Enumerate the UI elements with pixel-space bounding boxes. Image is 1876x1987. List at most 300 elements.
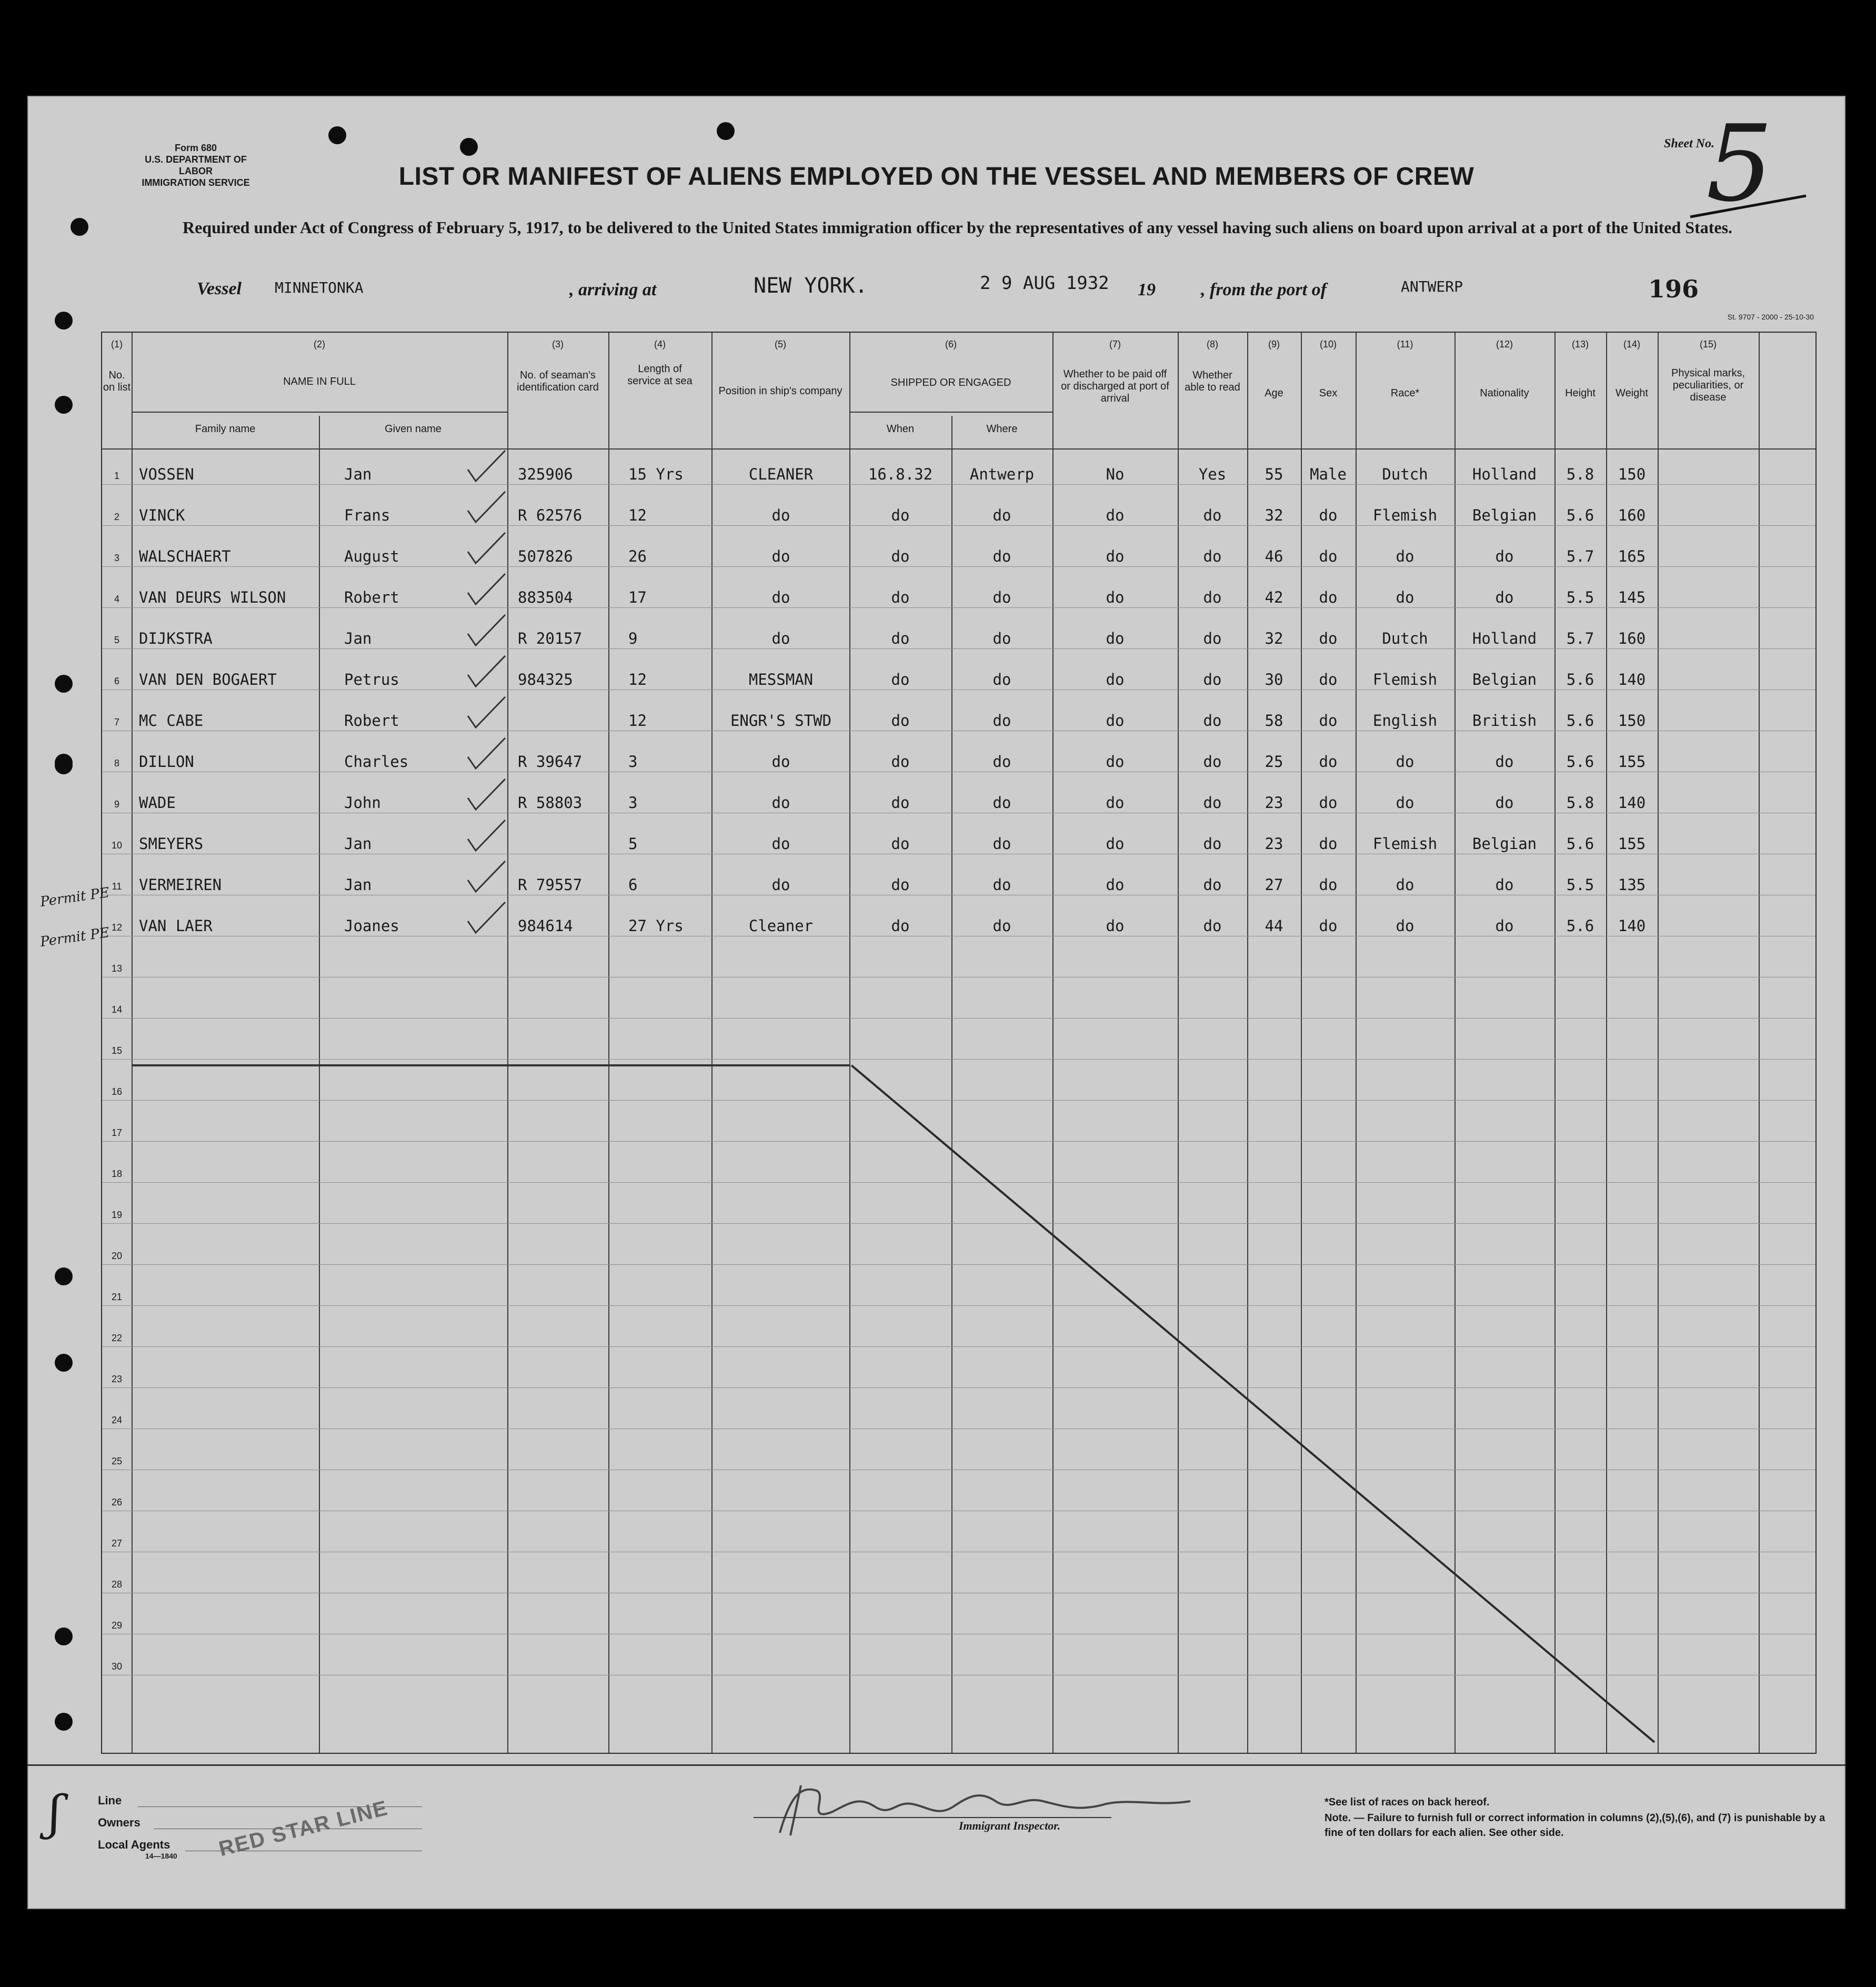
check-mark-icon <box>465 654 507 691</box>
cell-read: Yes <box>1198 465 1227 483</box>
form-number: Form 680 <box>174 143 217 153</box>
cell-weight: 150 <box>1618 712 1646 730</box>
cell-weight: 155 <box>1618 835 1646 853</box>
check-mark-icon <box>465 777 507 814</box>
cell-height: 5.8 <box>1566 794 1594 812</box>
cell-race: Flemish <box>1372 506 1438 524</box>
punch-hole <box>55 312 73 329</box>
row-number: 1 <box>114 471 119 481</box>
check-mark-icon <box>465 818 507 855</box>
cell-paid: do <box>1106 671 1125 688</box>
cell-given: August <box>344 547 399 565</box>
page-title: LIST OR MANIFEST OF ALIENS EMPLOYED ON THE VESSEL AND MEMBERS OF CREW <box>398 163 1474 191</box>
col-num-12: (12) <box>1496 339 1513 350</box>
row-rule <box>102 1059 1815 1060</box>
row-number: 28 <box>111 1579 123 1590</box>
cell-nationality: do <box>1495 753 1514 771</box>
col-num-14: (14) <box>1623 339 1640 350</box>
row-number: 9 <box>114 799 119 810</box>
cell-sex: do <box>1319 712 1338 730</box>
cell-when: do <box>891 671 910 688</box>
row-number: 21 <box>111 1292 123 1302</box>
cell-where: do <box>992 794 1011 812</box>
col-num-4: (4) <box>654 339 666 350</box>
cell-service: 3 <box>628 794 638 812</box>
cell-paid: do <box>1106 835 1125 853</box>
cell-card: R 39647 <box>518 753 583 771</box>
cell-service: 12 <box>628 712 647 730</box>
cell-age: 55 <box>1265 465 1283 483</box>
cell-nationality: Belgian <box>1472 835 1537 853</box>
margin-note: Permit PE <box>39 884 111 911</box>
cell-race: Flemish <box>1372 835 1438 853</box>
row-rule <box>102 607 1815 608</box>
row-rule <box>102 566 1815 567</box>
col-num-13: (13) <box>1571 339 1589 350</box>
cell-when: do <box>891 630 910 647</box>
cell-service: 17 <box>628 588 647 606</box>
col-num-10: (10) <box>1319 339 1337 350</box>
cell-where: do <box>992 547 1011 565</box>
cell-family: MC CABE <box>139 712 204 730</box>
cell-weight: 145 <box>1618 588 1646 606</box>
cell-sex: do <box>1319 917 1338 935</box>
header-name-in-full: NAME IN FULL <box>283 376 356 387</box>
cell-height: 5.7 <box>1566 630 1594 647</box>
owners-label: Owners <box>98 1816 141 1829</box>
header-height: Height <box>1565 387 1596 399</box>
cell-when: do <box>891 506 910 524</box>
cell-position: Cleaner <box>748 917 814 935</box>
cell-given: Charles <box>344 753 409 771</box>
form-code: St. 9707 - 2000 - 25-10-30 <box>1727 313 1814 321</box>
cell-height: 5.6 <box>1566 917 1594 935</box>
cell-weight: 140 <box>1618 794 1646 812</box>
crew-table <box>101 332 1817 1754</box>
cell-age: 25 <box>1265 753 1283 771</box>
cell-paid: do <box>1106 794 1125 812</box>
cell-weight: 165 <box>1618 547 1646 565</box>
header-when: When <box>886 423 915 435</box>
cell-when: do <box>891 547 910 565</box>
header-where: Where <box>986 423 1018 435</box>
cell-race: Dutch <box>1382 465 1428 483</box>
cell-nationality: Belgian <box>1472 506 1537 524</box>
red-star-line-stamp: RED STAR LINE <box>216 1796 391 1861</box>
header-paid-off: Whether to be paid off or discharged at port of arrival <box>1061 368 1169 404</box>
cell-race: do <box>1396 588 1414 606</box>
cell-position: do <box>771 876 790 894</box>
header-length-service: Length of service at sea <box>627 363 693 387</box>
cell-family: VAN DEURS WILSON <box>139 588 286 606</box>
punch-hole <box>55 1627 73 1645</box>
row-number: 19 <box>111 1210 123 1220</box>
header-able-read: Whether able to read <box>1185 370 1240 393</box>
header-given-name: Given name <box>385 423 442 435</box>
cell-paid: do <box>1106 630 1125 647</box>
cell-position: do <box>771 630 790 647</box>
cell-sex: do <box>1319 876 1338 894</box>
punch-hole <box>55 675 73 693</box>
cell-race: English <box>1372 712 1438 730</box>
punch-hole <box>71 218 88 236</box>
cell-where: do <box>992 876 1011 894</box>
cell-nationality: do <box>1495 547 1514 565</box>
cell-age: 23 <box>1265 835 1283 853</box>
cell-height: 5.6 <box>1566 712 1594 730</box>
cell-family: VAN LAER <box>139 917 213 935</box>
cell-card: 507826 <box>518 547 573 565</box>
row-number: 6 <box>114 676 119 686</box>
row-number: 22 <box>111 1333 123 1343</box>
header-sex: Sex <box>1319 387 1338 399</box>
col-num-5: (5) <box>775 339 786 350</box>
footer <box>27 1764 1845 1901</box>
row-number: 7 <box>114 717 119 727</box>
cell-height: 5.5 <box>1566 588 1594 606</box>
header-family-name: Family name <box>195 423 256 435</box>
cell-where: do <box>992 712 1011 730</box>
cell-read: do <box>1203 630 1222 647</box>
local-agents-label: Local Agents <box>98 1838 170 1851</box>
cell-position: do <box>771 753 790 771</box>
cell-when: do <box>891 753 910 771</box>
service-name: IMMIGRATION SERVICE <box>142 177 250 188</box>
row-rule <box>102 1018 1815 1019</box>
header-age: Age <box>1265 387 1283 399</box>
cell-age: 58 <box>1265 712 1283 730</box>
manifest-sheet <box>27 96 1845 1909</box>
header-no-on-list: No. on list <box>103 370 131 393</box>
cell-sex: do <box>1319 753 1338 771</box>
margin-note: Permit PE <box>39 924 111 951</box>
cell-when: do <box>891 712 910 730</box>
cell-read: do <box>1203 588 1222 606</box>
cell-paid: do <box>1106 753 1125 771</box>
cell-race: do <box>1396 917 1414 935</box>
cell-given: Frans <box>344 506 390 524</box>
cell-when: do <box>891 876 910 894</box>
header-weight: Weight <box>1616 387 1648 399</box>
cell-card: 325906 <box>518 465 573 483</box>
cell-weight: 160 <box>1618 506 1646 524</box>
cell-given: Petrus <box>344 671 399 688</box>
inspector-label: Immigrant Inspector. <box>959 1819 1061 1832</box>
header-shipped: SHIPPED OR ENGAGED <box>890 377 1011 388</box>
arriving-label: , arriving at <box>569 280 657 299</box>
cell-age: 46 <box>1265 547 1283 565</box>
header-race: Race* <box>1390 387 1420 399</box>
row-number: 24 <box>111 1415 123 1425</box>
row-number: 29 <box>111 1620 123 1631</box>
cell-position: ENGR'S STWD <box>730 712 832 730</box>
punch-hole <box>55 756 73 774</box>
cell-height: 5.6 <box>1566 671 1594 688</box>
row-number: 2 <box>114 512 119 522</box>
cell-age: 30 <box>1265 671 1283 688</box>
punch-hole <box>55 1713 73 1731</box>
page-number: 196 <box>1648 275 1699 303</box>
punch-hole <box>460 138 478 156</box>
cell-where: do <box>992 506 1011 524</box>
col-num-7: (7) <box>1109 339 1121 350</box>
cell-read: do <box>1203 547 1222 565</box>
cell-paid: do <box>1106 588 1125 606</box>
col-num-8: (8) <box>1207 339 1218 350</box>
cell-sex: do <box>1319 671 1338 688</box>
line-label: Line <box>98 1794 122 1807</box>
row-rule <box>102 484 1815 485</box>
cell-age: 32 <box>1265 506 1283 524</box>
cell-where: do <box>992 917 1011 935</box>
cell-family: VERMEIREN <box>139 876 222 894</box>
check-mark-icon <box>465 695 507 732</box>
cell-service: 12 <box>628 506 647 524</box>
row-number: 11 <box>112 881 122 892</box>
row-rule <box>102 648 1815 649</box>
cell-given: Jan <box>344 465 372 483</box>
cell-age: 42 <box>1265 588 1283 606</box>
page-subtitle: Required under Act of Congress of February 5, 1917, to be delivered to the United States immigration officer by the representatives of any vessel having such aliens on board upon arrival at a port of the United States. <box>182 218 1733 237</box>
cell-sex: do <box>1319 588 1338 606</box>
cell-where: do <box>992 588 1011 606</box>
row-number: 18 <box>111 1169 123 1179</box>
cell-card: 984325 <box>518 671 573 688</box>
cell-weight: 140 <box>1618 917 1646 935</box>
row-number: 3 <box>114 553 119 563</box>
row-number: 27 <box>111 1538 123 1549</box>
cell-race: do <box>1396 753 1414 771</box>
row-number: 25 <box>111 1456 123 1466</box>
col-num-3: (3) <box>552 339 564 350</box>
cell-paid: do <box>1106 547 1125 565</box>
cell-nationality: Holland <box>1472 465 1537 483</box>
row-number: 14 <box>111 1004 123 1015</box>
col-num-6: (6) <box>945 339 957 350</box>
cell-position: do <box>771 588 790 606</box>
cell-when: do <box>891 588 910 606</box>
cell-where: do <box>992 671 1011 688</box>
punch-hole <box>55 1354 73 1372</box>
cell-race: Dutch <box>1382 630 1428 647</box>
cell-nationality: Holland <box>1472 630 1537 647</box>
cell-weight: 135 <box>1618 876 1646 894</box>
row-number: 5 <box>114 635 119 645</box>
cell-where: Antwerp <box>969 465 1035 483</box>
cell-given: Jan <box>344 876 372 894</box>
cell-given: Jan <box>344 835 372 853</box>
cell-nationality: Belgian <box>1472 671 1537 688</box>
cell-card: 883504 <box>518 588 573 606</box>
cell-read: do <box>1203 753 1222 771</box>
cell-position: do <box>771 506 790 524</box>
cell-when: 16.8.32 <box>868 465 933 483</box>
vessel-label: Vessel <box>197 279 242 298</box>
cell-read: do <box>1203 835 1222 853</box>
cell-position: do <box>771 835 790 853</box>
cell-service: 5 <box>628 835 638 853</box>
row-number: 23 <box>111 1374 123 1384</box>
vessel-line <box>27 275 1845 306</box>
cell-card: R 58803 <box>518 794 583 812</box>
row-number: 8 <box>114 758 119 768</box>
cell-paid: do <box>1106 876 1125 894</box>
cell-age: 23 <box>1265 794 1283 812</box>
inspector-signature <box>769 1775 1201 1843</box>
cell-race: do <box>1396 547 1414 565</box>
cell-when: do <box>891 835 910 853</box>
cell-card: R 79557 <box>518 876 583 894</box>
cell-family: DIJKSTRA <box>139 630 213 647</box>
cell-family: SMEYERS <box>139 835 204 853</box>
col-num-1: (1) <box>111 339 123 350</box>
row-number: 10 <box>111 840 123 851</box>
cell-position: MESSMAN <box>748 671 814 688</box>
sheet-number: 5 <box>1706 103 1773 225</box>
punch-hole <box>55 1267 73 1285</box>
cell-weight: 155 <box>1618 753 1646 771</box>
cell-when: do <box>891 794 910 812</box>
cell-age: 44 <box>1265 917 1283 935</box>
cell-nationality: do <box>1495 876 1514 894</box>
cell-read: do <box>1203 712 1222 730</box>
cell-given: Jan <box>344 630 372 647</box>
cell-family: WALSCHAERT <box>139 547 231 565</box>
row-number: 15 <box>111 1045 123 1056</box>
cell-nationality: British <box>1472 712 1537 730</box>
cell-height: 5.6 <box>1566 506 1594 524</box>
cell-nationality: do <box>1495 794 1514 812</box>
cell-family: VAN DEN BOGAERT <box>139 671 277 688</box>
cell-read: do <box>1203 917 1222 935</box>
check-mark-icon <box>465 900 507 937</box>
check-mark-icon <box>465 531 507 567</box>
cell-service: 26 <box>628 547 647 565</box>
check-mark-icon <box>465 613 507 650</box>
col-num-2: (2) <box>314 339 325 350</box>
check-mark-icon <box>465 736 507 773</box>
header-seaman-id: No. of seaman's identification card <box>517 370 599 393</box>
cell-height: 5.6 <box>1566 835 1594 853</box>
row-number: 26 <box>111 1497 123 1507</box>
row-number: 16 <box>111 1086 123 1097</box>
row-number: 20 <box>111 1251 123 1261</box>
cell-service: 6 <box>628 876 638 894</box>
cell-height: 5.8 <box>1566 465 1594 483</box>
row-number: 17 <box>111 1127 123 1138</box>
cell-weight: 140 <box>1618 671 1646 688</box>
cell-service: 3 <box>628 753 638 771</box>
cell-service: 27 Yrs <box>628 917 684 935</box>
department-name: U.S. DEPARTMENT OF LABOR <box>145 154 247 176</box>
cell-service: 12 <box>628 671 647 688</box>
cell-read: do <box>1203 671 1222 688</box>
cancellation-line <box>849 1063 1660 1748</box>
cell-family: WADE <box>139 794 176 812</box>
cell-weight: 160 <box>1618 630 1646 647</box>
cell-position: CLEANER <box>748 465 814 483</box>
col-num-15: (15) <box>1699 339 1717 350</box>
cell-sex: do <box>1319 630 1338 647</box>
col-num-9: (9) <box>1268 339 1280 350</box>
check-mark-icon <box>465 572 507 608</box>
cell-race: do <box>1396 794 1414 812</box>
cell-paid: do <box>1106 917 1125 935</box>
cell-service: 9 <box>628 630 638 647</box>
cell-sex: do <box>1319 794 1338 812</box>
cell-read: do <box>1203 876 1222 894</box>
check-mark-icon <box>465 859 507 896</box>
cell-given: John <box>344 794 381 812</box>
row-number: 12 <box>111 922 123 933</box>
from-port: ANTWERP <box>1401 278 1463 295</box>
year-label: 19 <box>1138 280 1156 299</box>
arriving-port: NEW YORK. <box>754 274 868 298</box>
header-position: Position in ship's company <box>718 385 842 397</box>
cell-service: 15 Yrs <box>628 465 684 483</box>
cell-given: Robert <box>344 712 399 730</box>
cell-when: do <box>891 917 910 935</box>
arrival-date-stamp: 2 9 AUG 1932 <box>980 273 1109 294</box>
cell-age: 27 <box>1265 876 1283 894</box>
races-note: *See list of races on back hereof. <box>1325 1796 1490 1808</box>
cell-family: VINCK <box>139 506 185 524</box>
cell-position: do <box>771 547 790 565</box>
punch-hole <box>717 122 735 140</box>
cell-sex: do <box>1319 835 1338 853</box>
row-rule <box>102 525 1815 526</box>
cell-family: DILLON <box>139 753 194 771</box>
cell-sex: do <box>1319 506 1338 524</box>
cell-race: Flemish <box>1372 671 1438 688</box>
cell-where: do <box>992 835 1011 853</box>
cell-paid: do <box>1106 712 1125 730</box>
punch-hole <box>55 396 73 414</box>
check-mark-icon <box>465 490 507 526</box>
cell-sex: Male <box>1310 465 1347 483</box>
cell-height: 5.6 <box>1566 753 1594 771</box>
cell-nationality: do <box>1495 588 1514 606</box>
row-number: 4 <box>114 594 119 604</box>
col-num-11: (11) <box>1397 339 1413 350</box>
cell-age: 32 <box>1265 630 1283 647</box>
cell-card: R 62576 <box>518 506 583 524</box>
cell-given: Robert <box>344 588 399 606</box>
cell-read: do <box>1203 794 1222 812</box>
cell-paid: No <box>1106 465 1125 483</box>
vessel-name: MINNETONKA <box>275 279 364 296</box>
cell-given: Joanes <box>344 917 399 935</box>
cell-weight: 150 <box>1618 465 1646 483</box>
row-number: 13 <box>111 963 123 974</box>
check-mark-icon <box>465 448 507 485</box>
cell-family: VOSSEN <box>139 465 194 483</box>
fine-note <box>1325 1811 1830 1840</box>
from-port-label: , from the port of <box>1201 280 1327 299</box>
cell-position: do <box>771 794 790 812</box>
cell-height: 5.5 <box>1566 876 1594 894</box>
row-number: 30 <box>111 1661 123 1672</box>
agents-code: 14—1840 <box>145 1852 177 1860</box>
cell-sex: do <box>1319 547 1338 565</box>
cell-read: do <box>1203 506 1222 524</box>
cell-card: R 20157 <box>518 630 583 647</box>
footer-handwritten-mark: ʃ <box>48 1785 62 1841</box>
header-nationality: Nationality <box>1480 387 1529 399</box>
cell-race: do <box>1396 876 1414 894</box>
cell-card: 984614 <box>518 917 573 935</box>
end-of-list-rule <box>132 1064 849 1066</box>
